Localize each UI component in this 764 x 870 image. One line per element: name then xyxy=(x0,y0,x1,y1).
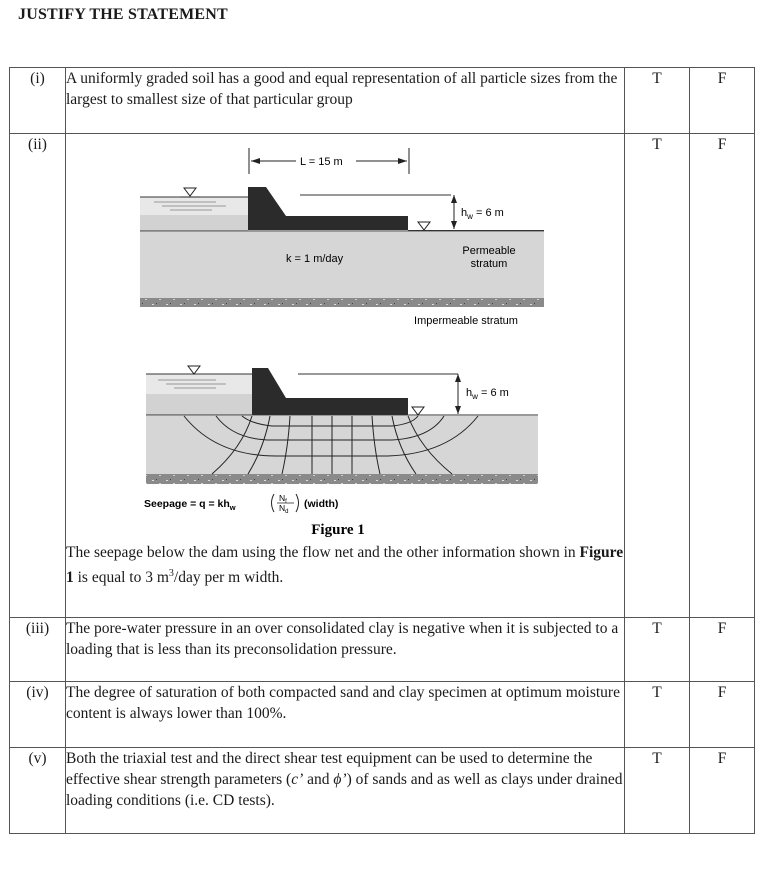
true-option[interactable]: T xyxy=(625,134,690,618)
statement-text: The degree of saturation of both compacted sand and clay specimen at optimum moisture content is always lower than 100%. xyxy=(66,682,625,748)
dam xyxy=(248,187,408,230)
top-diagram xyxy=(140,148,544,327)
length-label: L = 15 m xyxy=(300,156,343,168)
permeable-label-1: Permeable xyxy=(462,245,516,257)
statement-part: /day per m width. xyxy=(173,569,284,587)
row-number: (iii) xyxy=(10,618,66,682)
water-level-icon xyxy=(418,222,430,230)
false-option[interactable]: F xyxy=(690,618,755,682)
figure-caption: Figure 1 xyxy=(311,522,365,538)
seepage-subscript: w xyxy=(229,503,236,512)
statement-text xyxy=(66,542,624,588)
figure-1 xyxy=(66,134,611,540)
permeable-stratum xyxy=(146,416,538,474)
statement-part: The seepage below the dam using the flow net and the other information shown in xyxy=(66,544,580,561)
seepage-width: (width) xyxy=(304,498,339,510)
permeable-label-2: stratum xyxy=(470,258,508,270)
statement-part: is equal to 3 m xyxy=(73,569,169,587)
statement-text: A uniformly graded soil has a good and equal representation of all particle sizes from the largest to smallest size of that particular group xyxy=(66,68,625,134)
statement-part: Both the triaxial test and the direct shear test equipment can be used to determine the effective shear strength parameters ( xyxy=(66,750,593,788)
statement-table xyxy=(9,67,755,834)
hw-symbol: h xyxy=(466,387,473,399)
statement-part: and xyxy=(303,771,334,788)
false-option[interactable]: F xyxy=(690,68,755,134)
impermeable-stratum xyxy=(146,474,538,484)
page-heading: JUSTIFY THE STATEMENT xyxy=(18,6,228,23)
water-level-icon xyxy=(412,407,424,415)
seepage-formula: Seepage = q = kh xyxy=(144,498,230,510)
row-number: (iv) xyxy=(10,682,66,748)
table-row xyxy=(10,134,755,618)
statement-figure-cell xyxy=(66,134,625,618)
svg-text:hw = 6 m xyxy=(466,387,509,401)
impermeable-label: Impermeable stratum xyxy=(414,315,518,327)
k-label: k = 1 m/day xyxy=(286,253,344,265)
true-option[interactable]: T xyxy=(625,748,690,834)
nf-symbol: N xyxy=(279,493,286,503)
cohesion-symbol: c’ xyxy=(291,771,304,788)
friction-angle-symbol: ϕ’ xyxy=(333,771,347,788)
hw-value: = 6 m xyxy=(472,207,504,219)
hw-subscript: w xyxy=(467,212,473,221)
table-row xyxy=(10,68,755,134)
row-number: (v) xyxy=(10,748,66,834)
superscript: 3 xyxy=(168,568,174,579)
hw-symbol: h xyxy=(461,207,468,219)
flow-net-diagram xyxy=(144,366,538,515)
svg-text:Seepage = q = khw xyxy=(144,498,236,512)
true-option[interactable]: T xyxy=(625,618,690,682)
statement-text xyxy=(66,748,625,834)
nd-symbol: N xyxy=(279,503,286,513)
dam xyxy=(252,368,408,415)
row-number: (i) xyxy=(10,68,66,134)
false-option[interactable]: F xyxy=(690,682,755,748)
nd-subscript: d xyxy=(285,509,289,515)
row-number: (ii) xyxy=(10,134,66,618)
water-level-icon xyxy=(184,188,196,196)
svg-text:hw = 6 m xyxy=(461,207,504,221)
table-row xyxy=(10,618,755,682)
impermeable-stratum xyxy=(140,298,544,307)
figure-reference: Figure 1 xyxy=(66,544,624,587)
water-level-icon xyxy=(188,366,200,374)
svg-text:Nd xyxy=(279,503,288,515)
true-option[interactable]: T xyxy=(625,682,690,748)
hw-value: = 6 m xyxy=(477,387,509,399)
statement-text: The pore-water pressure in an over consolidated clay is negative when it is subjected to a loading that is less than its preconsolidation pressure. xyxy=(66,618,625,682)
statement-part: ) of sands and as well as clays under drained loading conditions (i.e. CD tests). xyxy=(66,771,623,809)
false-option[interactable]: F xyxy=(690,134,755,618)
hw-subscript: w xyxy=(472,392,478,401)
nf-subscript: f xyxy=(285,499,287,505)
true-option[interactable]: T xyxy=(625,68,690,134)
false-option[interactable]: F xyxy=(690,748,755,834)
table-row xyxy=(10,682,755,748)
table-row xyxy=(10,748,755,834)
